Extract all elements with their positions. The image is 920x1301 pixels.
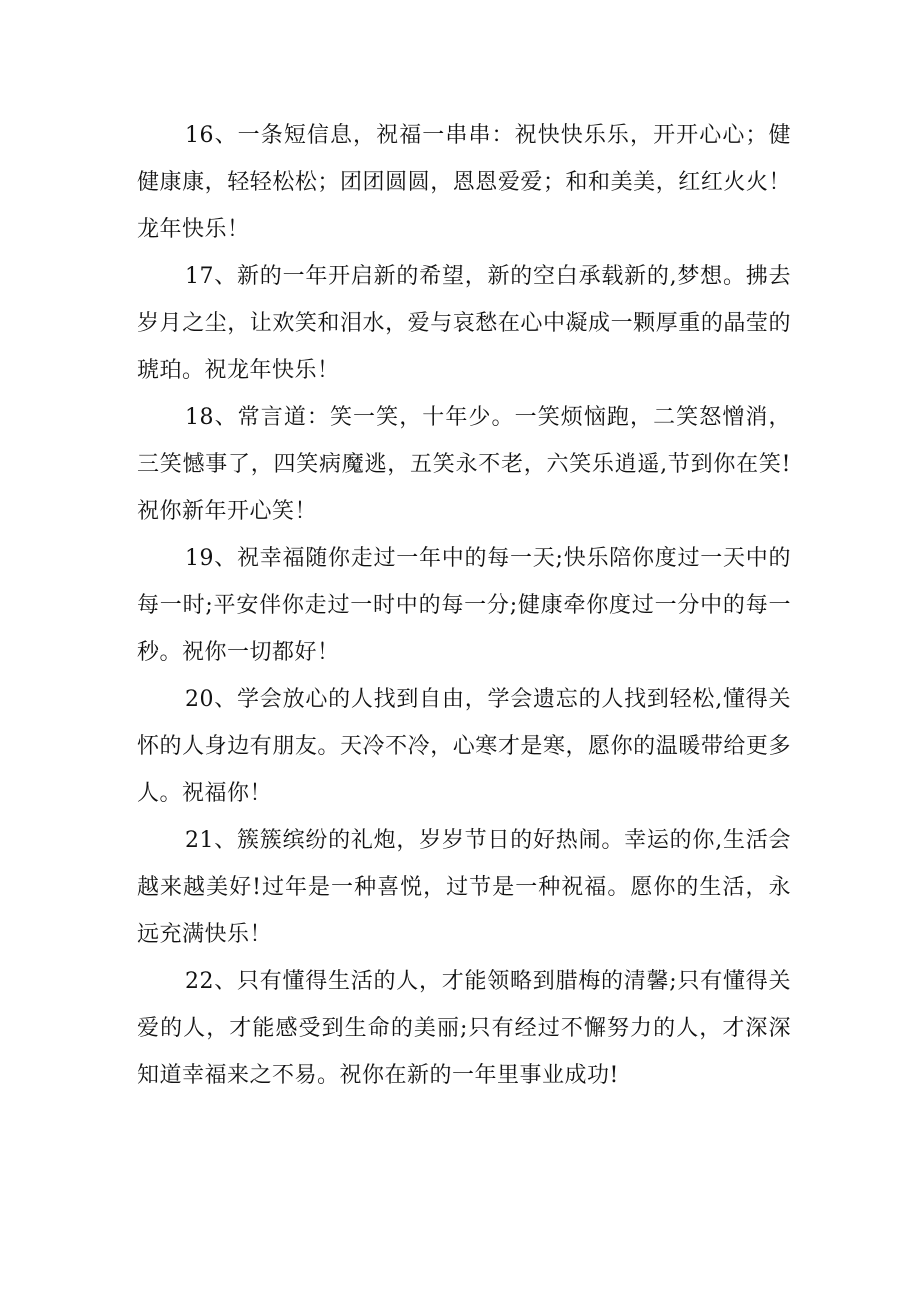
paragraph-20: 20、学会放心的人找到自由，学会遗忘的人找到轻松,懂得关怀的人身边有朋友。天冷不冷，心寒才是寒，愿你的温暖带给更多人。祝福你！: [137, 687, 791, 806]
paragraph-16: 16、一条短信息，祝福一串串：祝快快乐乐，开开心心；健健康康，轻轻松松；团团圆圆，恩恩爱爱；和和美美，红红火火！龙年快乐！: [137, 123, 791, 242]
paragraph-17: 17、新的一年开启新的希望，新的空白承载新的,梦想。拂去岁月之尘，让欢笑和泪水，爱与哀愁在心中凝成一颗厚重的晶莹的琥珀。祝龙年快乐！: [137, 264, 791, 383]
paragraph-21: 21、簇簇缤纷的礼炮，岁岁节日的好热闹。幸运的你,生活会越来越美好!过年是一种喜悦，过节是一种祝福。愿你的生活，永远充满快乐！: [137, 828, 791, 947]
document-body: [137, 112, 791, 1099]
paragraph-22: 22、只有懂得生活的人，才能领略到腊梅的清馨;只有懂得关爱的人，才能感受到生命的美丽;只有经过不懈努力的人，才深深知道幸福来之不易。祝你在新的一年里事业成功!: [137, 969, 791, 1088]
paragraph-19: 19、祝幸福随你走过一年中的每一天;快乐陪你度过一天中的每一时;平安伴你走过一时中的每一分;健康牵你度过一分中的每一秒。祝你一切都好！: [137, 546, 791, 665]
paragraph-18: 18、常言道：笑一笑，十年少。一笑烦恼跑，二笑怒憎消，三笑憾事了，四笑病魔逃，五笑永不老，六笑乐逍遥,节到你在笑!祝你新年开心笑！: [137, 405, 791, 524]
